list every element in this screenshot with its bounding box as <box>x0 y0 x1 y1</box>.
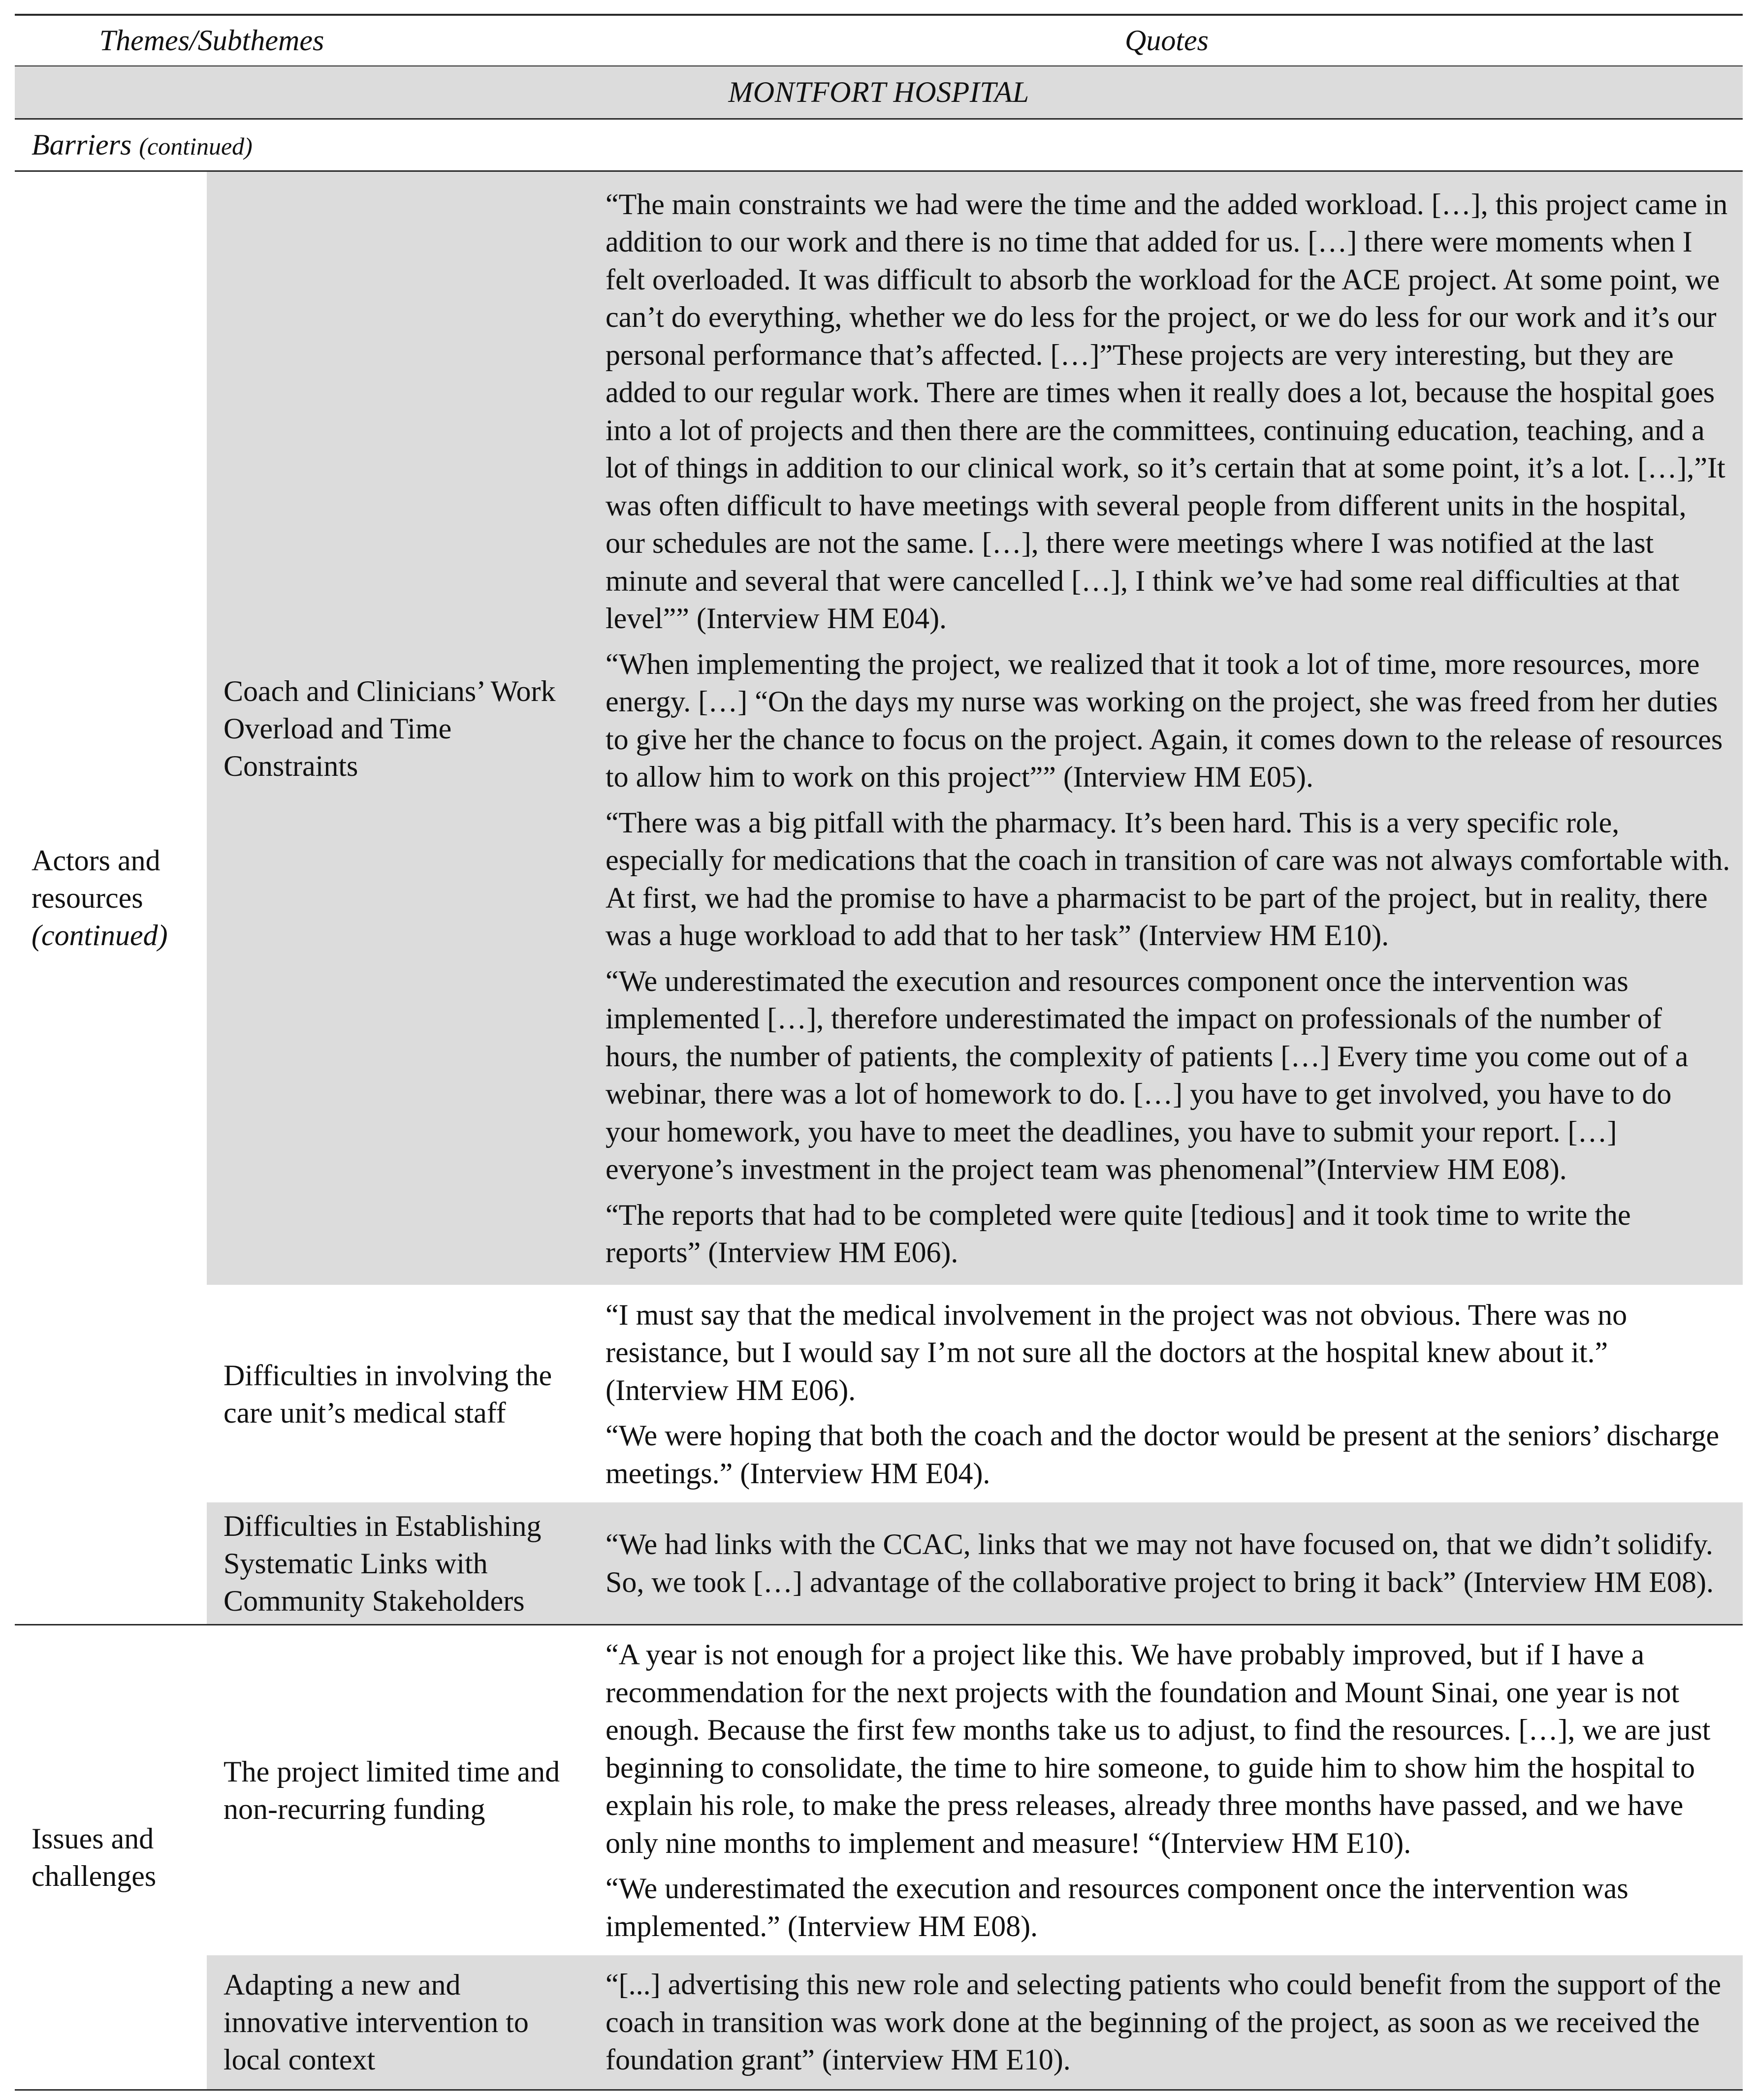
quote: “We were hoping that both the coach and the doctor would be present at the seniors’ discharge meetings.” (Interview HM E04). <box>606 1419 1720 1490</box>
theme-cell <box>15 1625 207 2089</box>
section-label: Barriers <box>32 128 132 161</box>
quote: “[...] advertising this new role and selecting patients who could benefit from the support of the coach in transition was work done at the beginning of the project, as soon as we received the foundation grant” (interview HM E10). <box>606 1968 1722 2076</box>
header-quotes: Quotes <box>1125 24 1209 57</box>
table-bottom-rule <box>15 2089 1743 2091</box>
quote: “A year is not enough for a project like this. We have probably improved, but if I have a recommendation for the next projects with the foundation and Mount Sinai, one year is not enough. Because the first few months take us to adjust, to find the resources. […], we are just beginning to consolidate, the time to hire someone, to guide him to show him the hospital to explain his role, to make the press releases, already three months have passed, and we have only nine months to implement and measure! “(Interview HM E10). <box>606 1638 1711 1859</box>
section-row <box>15 118 1743 171</box>
subtheme-label: Difficulties in Establishing Systematic Links with Community Stakeholders <box>223 1509 542 1617</box>
quote: “The main constraints we had were the time and the added workload. […], this project came in addition to our work and there is no time that added for us. […] there were moments when I felt overloaded. It was difficult to absorb the workload for the ACE project. At some point, we can’t do everything, whether we do less for the project, or we do less for our work and it’s our personal performance that’s affected. […]”These projects are very interesting, but they are added to our regular work. There are times when it really does a lot, because the hospital goes into a lot of projects and then there are the committees, continuing education, teaching, and a lot of things in addition to our clinical work, so it’s certain that at some point, it’s a lot. […],”It was often difficult to have meetings with several people from different units in the hospital, our schedules are not the same. […], there were meetings where I was notified at the last minute and several that were cancelled […], I think we’ve had some real difficulties at that level”” (Interview HM E04). <box>606 188 1728 635</box>
quotes-cell <box>591 172 1743 1285</box>
subtheme-label: Adapting a new and innovative intervention to local context <box>223 1969 529 2076</box>
quote: “There was a big pitfall with the pharmacy. It’s been hard. This is a very specific role, especially for medications that the coach in transition of care was not always comfortable with. At first, we had the promise to have a pharmacist to be part of the project, but in reality, there was a huge workload to add that to her task” (Interview HM E10). <box>606 806 1730 952</box>
theme-note: (continued) <box>32 919 168 952</box>
section-note: (continued) <box>139 132 253 160</box>
quote: “We underestimated the execution and resources component once the intervention was implemented […], therefore underestimated the impact on professionals of the number of hours, the number of patients, the complexity of patients […] Every time you come out of a webinar, there was a lot of homework to do. […] you have to get involved, you have to do your homework, you have to meet the deadlines, you have to submit your report. […] everyone’s investment in the project team was phenomenal”(Interview HM E08). <box>606 964 1689 1185</box>
header-themes: Themes/Subthemes <box>99 24 324 57</box>
subtheme-cell <box>207 172 591 1285</box>
table-header <box>15 15 1743 66</box>
theme-label: Issues and challenges <box>32 1822 157 1892</box>
quotes-cell <box>591 1955 1743 2089</box>
subtheme-label: Coach and Clinicians’ Work Overload and Time Constraints <box>223 674 556 782</box>
quote: “When implementing the project, we realized that it took a lot of time, more resources, more energy. […] “On the days my nurse was working on the project, she was freed from her duties to give her the chance to focus on the project. Again, it comes down to the release of resources to allow him to work on this project”” (Interview HM E05). <box>606 647 1723 793</box>
subtheme-cell <box>207 1502 591 1624</box>
theme-cell <box>15 172 207 1624</box>
quote: “We underestimated the execution and resources component once the intervention was implemented.” (Interview HM E08). <box>606 1872 1628 1942</box>
subtheme-label: The project limited time and non-recurring funding <box>223 1755 560 1825</box>
subtheme-cell <box>207 1286 591 1502</box>
site-name-row: MONTFORT HOSPITAL <box>15 66 1743 118</box>
quote: “I must say that the medical involvement in the project was not obvious. There was no resistance, but I would say I’m not sure all the doctors at the hospital knew about it.” (Interview HM E06). <box>606 1298 1628 1406</box>
quotes-cell <box>591 1286 1743 1502</box>
quotes-cell <box>591 1502 1743 1624</box>
theme-label: Actors and resources <box>32 844 160 914</box>
quotes-cell <box>591 1625 1743 1955</box>
subtheme-cell <box>207 1955 591 2089</box>
quote: “The reports that had to be completed were quite [tedious] and it took time to write the reports” (Interview HM E06). <box>606 1198 1631 1269</box>
subtheme-cell <box>207 1625 591 1955</box>
quote: “We had links with the CCAC, links that we may not have focused on, that we didn’t solidify. So, we took […] advantage of the collaborative project to bring it back” (Interview HM E08). <box>606 1528 1714 1598</box>
subtheme-label: Difficulties in involving the care unit’s medical staff <box>223 1359 552 1429</box>
